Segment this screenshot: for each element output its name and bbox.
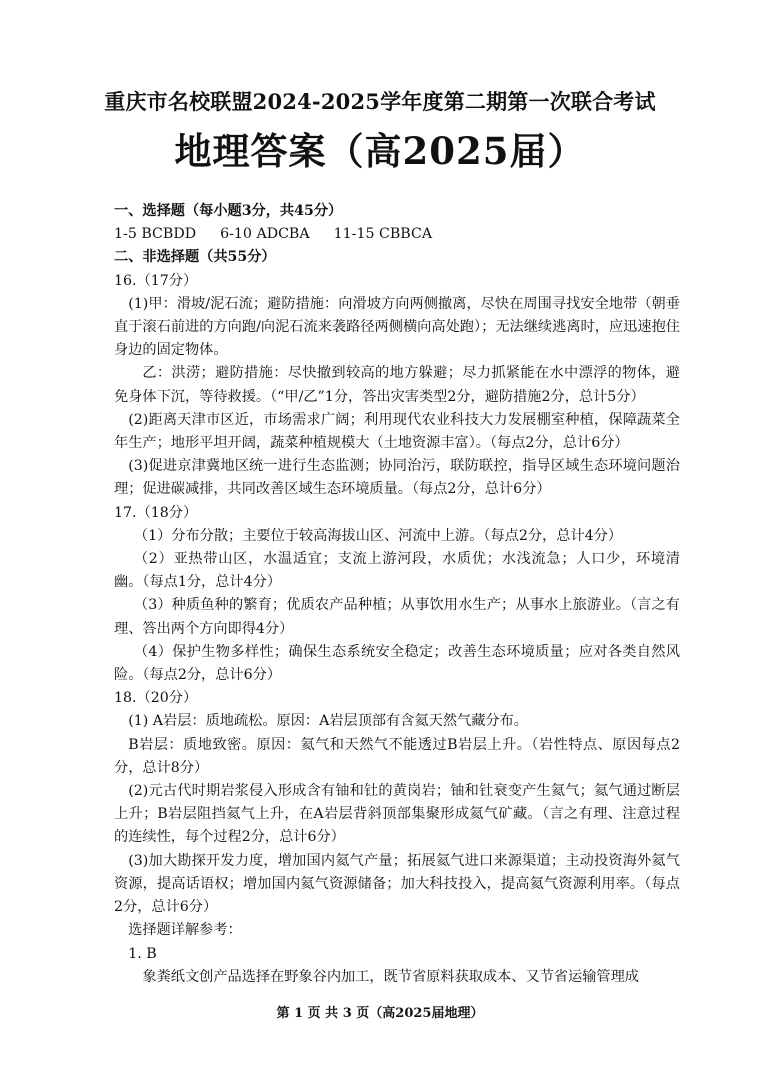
exam-title: 重庆市名校联盟2024-2025学年度第二期第一次联合考试 — [104, 89, 656, 114]
q18-part1-b: B岩层：质地致密。原因：氦气和天然气不能透过B岩层上升。（岩性特点、原因每点2分，总计8分） — [114, 736, 680, 776]
q16-number: 16.（17分） — [114, 272, 198, 289]
choice-answers-11-15: 11-15 CBBCA — [333, 226, 433, 243]
q18-number: 18.（20分） — [114, 690, 198, 707]
section2-heading: 二、非选择题（共55分） — [114, 249, 276, 266]
detail-item-1-text: 象粪纸文创产品选择在野象谷内加工，既节省原料获取成本、又节省运输管理成 — [142, 968, 639, 985]
q18-part3: (3)加大勘探开发力度，增加国内氦气产量；拓展氦气进口来源渠道；主动投资海外氦气资源，提高话语权；增加国内氦气资源储备；加大科技投入，提高氦气资源利用率。（每点2分，总计6分） — [114, 852, 680, 916]
q17-part2: （2）亚热带山区，水温适宜；支流上游河段，水质优；水浅流急；人口少，环境清幽。（每点1分，总计4分） — [114, 551, 680, 591]
q17-part4: （4）保护生物多样性；确保生态系统安全稳定；改善生态环境质量；应对各类自然风险。（每点2分，总计6分） — [114, 643, 680, 684]
detail-item-1: 1. B — [128, 945, 157, 962]
choice-answers-1-5: 1-5 BCBDD — [114, 226, 197, 243]
q16-part3: (3)促进京津冀地区统一进行生态监测；协同治污，联防联控，指导区域生态环境问题治理；促进碳减排，共同改善区域生态环境质量。（每点2分，总计6分） — [114, 458, 680, 498]
q16-part1-yi: 乙：洪涝；避防措施：尽快撤到较高的地方躲避；尽力抓紧能在水中漂浮的物体，避免身体下沉，等待救援。（“甲/乙”1分，答出灾害类型2分，避防措施2分，总计5分） — [114, 365, 680, 405]
q18-part1: (1) A岩层：质地疏松。原因：A岩层顶部有含氦天然气藏分布。 — [128, 713, 528, 730]
q16-part2: (2)距离天津市区近，市场需求广阔；利用现代农业科技大力发展棚室种植，保障蔬菜全年生产；地形平坦开阔，蔬菜种植规模大（土地资源丰富）。（每点2分，总计6分） — [114, 411, 680, 452]
q17-number: 17.（18分） — [114, 504, 198, 521]
section1-heading: 一、选择题（每小题3分，共45分） — [114, 203, 343, 219]
page-footer: 第 1 页 共 3 页（高2025届地理） — [276, 1006, 484, 1021]
answer-title: 地理答案（高2025届） — [174, 129, 586, 173]
q17-part3: （3）种质鱼种的繁育；优质农产品种植；从事饮用水生产；从事水上旅游业。（言之有理、答出两个方向即得4分） — [114, 597, 680, 637]
detail-heading: 选择题详解参考： — [128, 922, 242, 939]
choice-answers — [114, 223, 680, 246]
q18-part2: (2)元古代时期岩浆侵入形成含有铀和钍的黄岗岩；铀和钍衰变产生氦气；氦气通过断层上升；B岩层阻挡氦气上升，在A岩层背斜顶部集聚形成氦气矿藏。（言之有理、注意过程的连续性，每个过程2分，总计6分） — [114, 783, 680, 846]
q16-part1: (1)甲：滑坡/泥石流；避防措施：向滑坡方向两侧撤离，尽快在周围寻找安全地带（朝垂直于滚石前进的方向跑/向泥石流来袭路径两侧横向高处跑）；无法继续逃离时，应迅速抱住身边的固定物体。 — [114, 295, 680, 359]
q17-part1: （1）分布分散；主要位于较高海拔山区、河流中上游。（每点2分，总计4分） — [133, 527, 623, 544]
choice-answers-6-10: 6-10 ADCBA — [220, 226, 310, 243]
answer-content — [114, 200, 680, 989]
